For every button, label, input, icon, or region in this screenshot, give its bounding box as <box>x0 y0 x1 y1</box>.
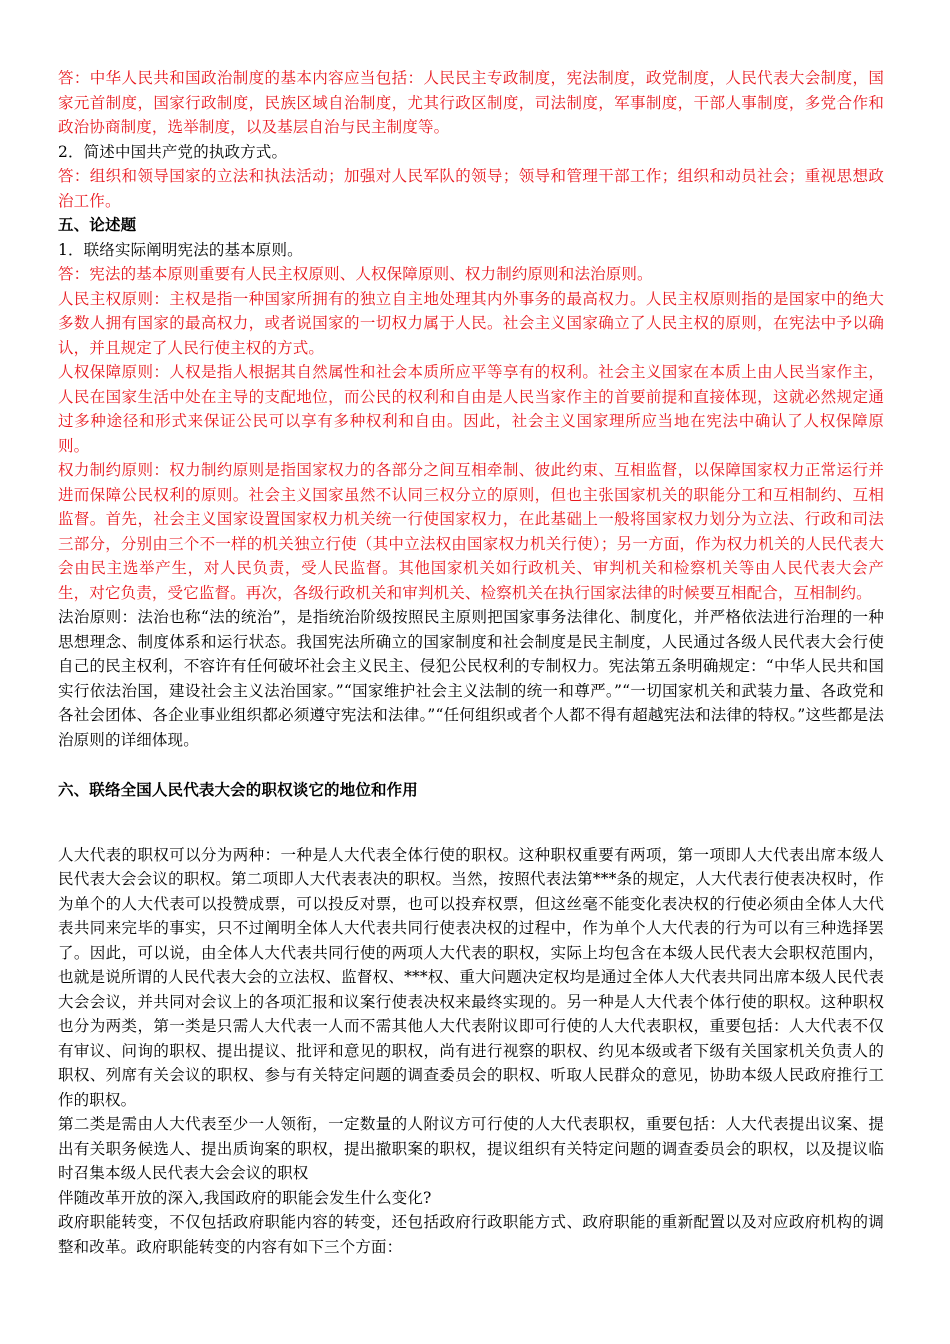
section-heading-5: 五、论述题 <box>58 216 137 234</box>
answer-rule-of-law: 法治原则：法治也称“法的统治”，是指统治阶级按照民主原则把国家事务法律化、制度化，并严格依法进行治理的一种思想理念、制度体系和运行状态。我国宪法所确立的国家制度和社会制度是民主制度，人民通过各级人民代表大会行使自己的民主权利，不容许有任何破坏社会主义民主、侵犯公民权利的专制权力。宪法第五条明确规定：“中华人民共和国实行依法治国，建设社会主义法治国家。”“国家维护社会主义法制的统一和尊严。”“一切国家机关和武装力量、各政党和各社会团体、各企业事业组织都必须遵守宪法和法律。”“任何组织或者个人都不得有超越宪法和法律的特权。”这些都是法治原则的详细体现。 <box>58 608 884 749</box>
question-5-1: 1．联络实际阐明宪法的基本原则。 <box>58 240 303 259</box>
question-2: 2．简述中国共产党的执政方式。 <box>58 142 288 161</box>
answer-political-system: 答：中华人民共和国政治制度的基本内容应当包括：人民民主专政制度，宪法制度，政党制度，人民代表大会制度，国家元首制度，国家行政制度，民族区域自治制度，尤其行政区制度，司法制度，军事制度，干部人事制度，多党合作和政治协商制度，选举制度，以及基层自治与民主制度等。 <box>58 69 884 136</box>
answer-2: 答：组织和领导国家的立法和执法活动；加强对人民军队的领导；领导和管理干部工作；组织和动员社会；重视思想政治工作。 <box>58 167 884 210</box>
section-heading-6: 六、联络全国人民代表大会的职权谈它的地位和作用 <box>58 781 418 799</box>
answer-5-1-intro: 答：宪法的基本原则重要有人民主权原则、人权保障原则、权力制约原则和法治原则。 <box>58 265 653 283</box>
paragraph-deputy-powers: 人大代表的职权可以分为两种：一种是人大代表全体行使的职权。这种职权重要有两项，第一项即人大代表出席本级人民代表大会会议的职权。第二项即人大代表表决的职权。当然，按照代表法第***条的规定，人大代表行使表决权时，作为单个的人大代表可以投赞成票，可以投反对票，也可以投弃权票，但这丝毫不能变化表决权的行使必须由全体人大代表共同来完毕的事实，只不过阐明全体人大代表共同行使表决权的过程中，作为单个人大代表的行为可以有三种选择罢了。因此，可以说，由全体人大代表共同行使的两项人大代表的职权，实际上均包含在本级人民代表大会职权范围内，也就是说所谓的人民代表大会的立法权、监督权、***权、重大问题决定权均是通过全体人大代表共同出席本级人民代表大会会议，并共同对会议上的各项汇报和议案行使表决权来最终实现的。另一种是人大代表个体行使的职权。这种职权也分为两类，第一类是只需人大代表一人而不需其他人大代表附议即可行使的人大代表职权，重要包括：人大代表不仅有审议、问询的职权、提出提议、批评和意见的职权，尚有进行视察的职权、约见本级或者下级有关国家机关负责人的职权、列席有关会议的职权、参与有关特定问题的调查委员会的职权、听取人民群众的意见，协助本级人民政府推行工作的职权。 <box>58 845 884 1109</box>
spacer <box>58 803 884 843</box>
answer-power-restraint: 权力制约原则：权力制约原则是指国家权力的各部分之间互相牵制、彼此约束、互相监督，以保障国家权力正常运行并进而保障公民权利的原则。社会主义国家虽然不认同三权分立的原则，但也主张国家机关的职能分工和互相制约、互相监督。首先，社会主义国家设置国家权力机关统一行使国家权力，在此基础上一般将国家权力划分为立法、行政和司法三部分，分别由三个不一样的机关独立行使（其中立法权由国家权力机关行使）；另一方面，作为权力机关的人民代表大会由民主选举产生，对人民负责，受人民监督。其他国家机关如行政机关、审判机关和检察机关等由人民代表大会产生，对它负责，受它监督。再次，各级行政机关和审判机关、检察机关在执行国家法律的时候要互相配合，互相制约。 <box>58 461 884 602</box>
answer-popular-sovereignty: 人民主权原则：主权是指一种国家所拥有的独立自主地处理其内外事务的最高权力。人民主权原则指的是国家中的绝大多数人拥有国家的最高权力，或者说国家的一切权力属于人民。社会主义国家确立了人民主权的原则，在宪法中予以确认，并且规定了人民行使主权的方式。 <box>58 289 884 357</box>
paragraph-second-type: 第二类是需由人大代表至少一人领衔，一定数量的人附议方可行使的人大代表职权，重要包括：人大代表提出议案、提出有关职务候选人、提出质询案的职权，提出撤职案的职权，提议组织有关特定问题的调查委员会的职权，以及提议临时召集本级人民代表大会会议的职权 <box>58 1115 884 1182</box>
question-government-functions: 伴随改革开放的深入,我国政府的职能会发生什么变化? <box>58 1188 432 1207</box>
document-page <box>58 66 884 1259</box>
paragraph-function-transformation: 政府职能转变，不仅包括政府职能内容的转变，还包括政府行政职能方式、政府职能的重新配置以及对应政府机构的调整和改革。政府职能转变的内容有如下三个方面： <box>58 1213 884 1256</box>
spacer <box>58 752 884 778</box>
answer-human-rights: 人权保障原则：人权是指人根据其自然属性和社会本质所应平等享有的权利。社会主义国家在本质上由人民当家作主，人民在国家生活中处在主导的支配地位，而公民的权利和自由是人民当家作主的首要前提和直接体现，这就必然规定通过多种途径和形式来保证公民可以享有多种权利和自由。因此，社会主义国家理所应当地在宪法中确认了人权保障原则。 <box>58 363 884 455</box>
